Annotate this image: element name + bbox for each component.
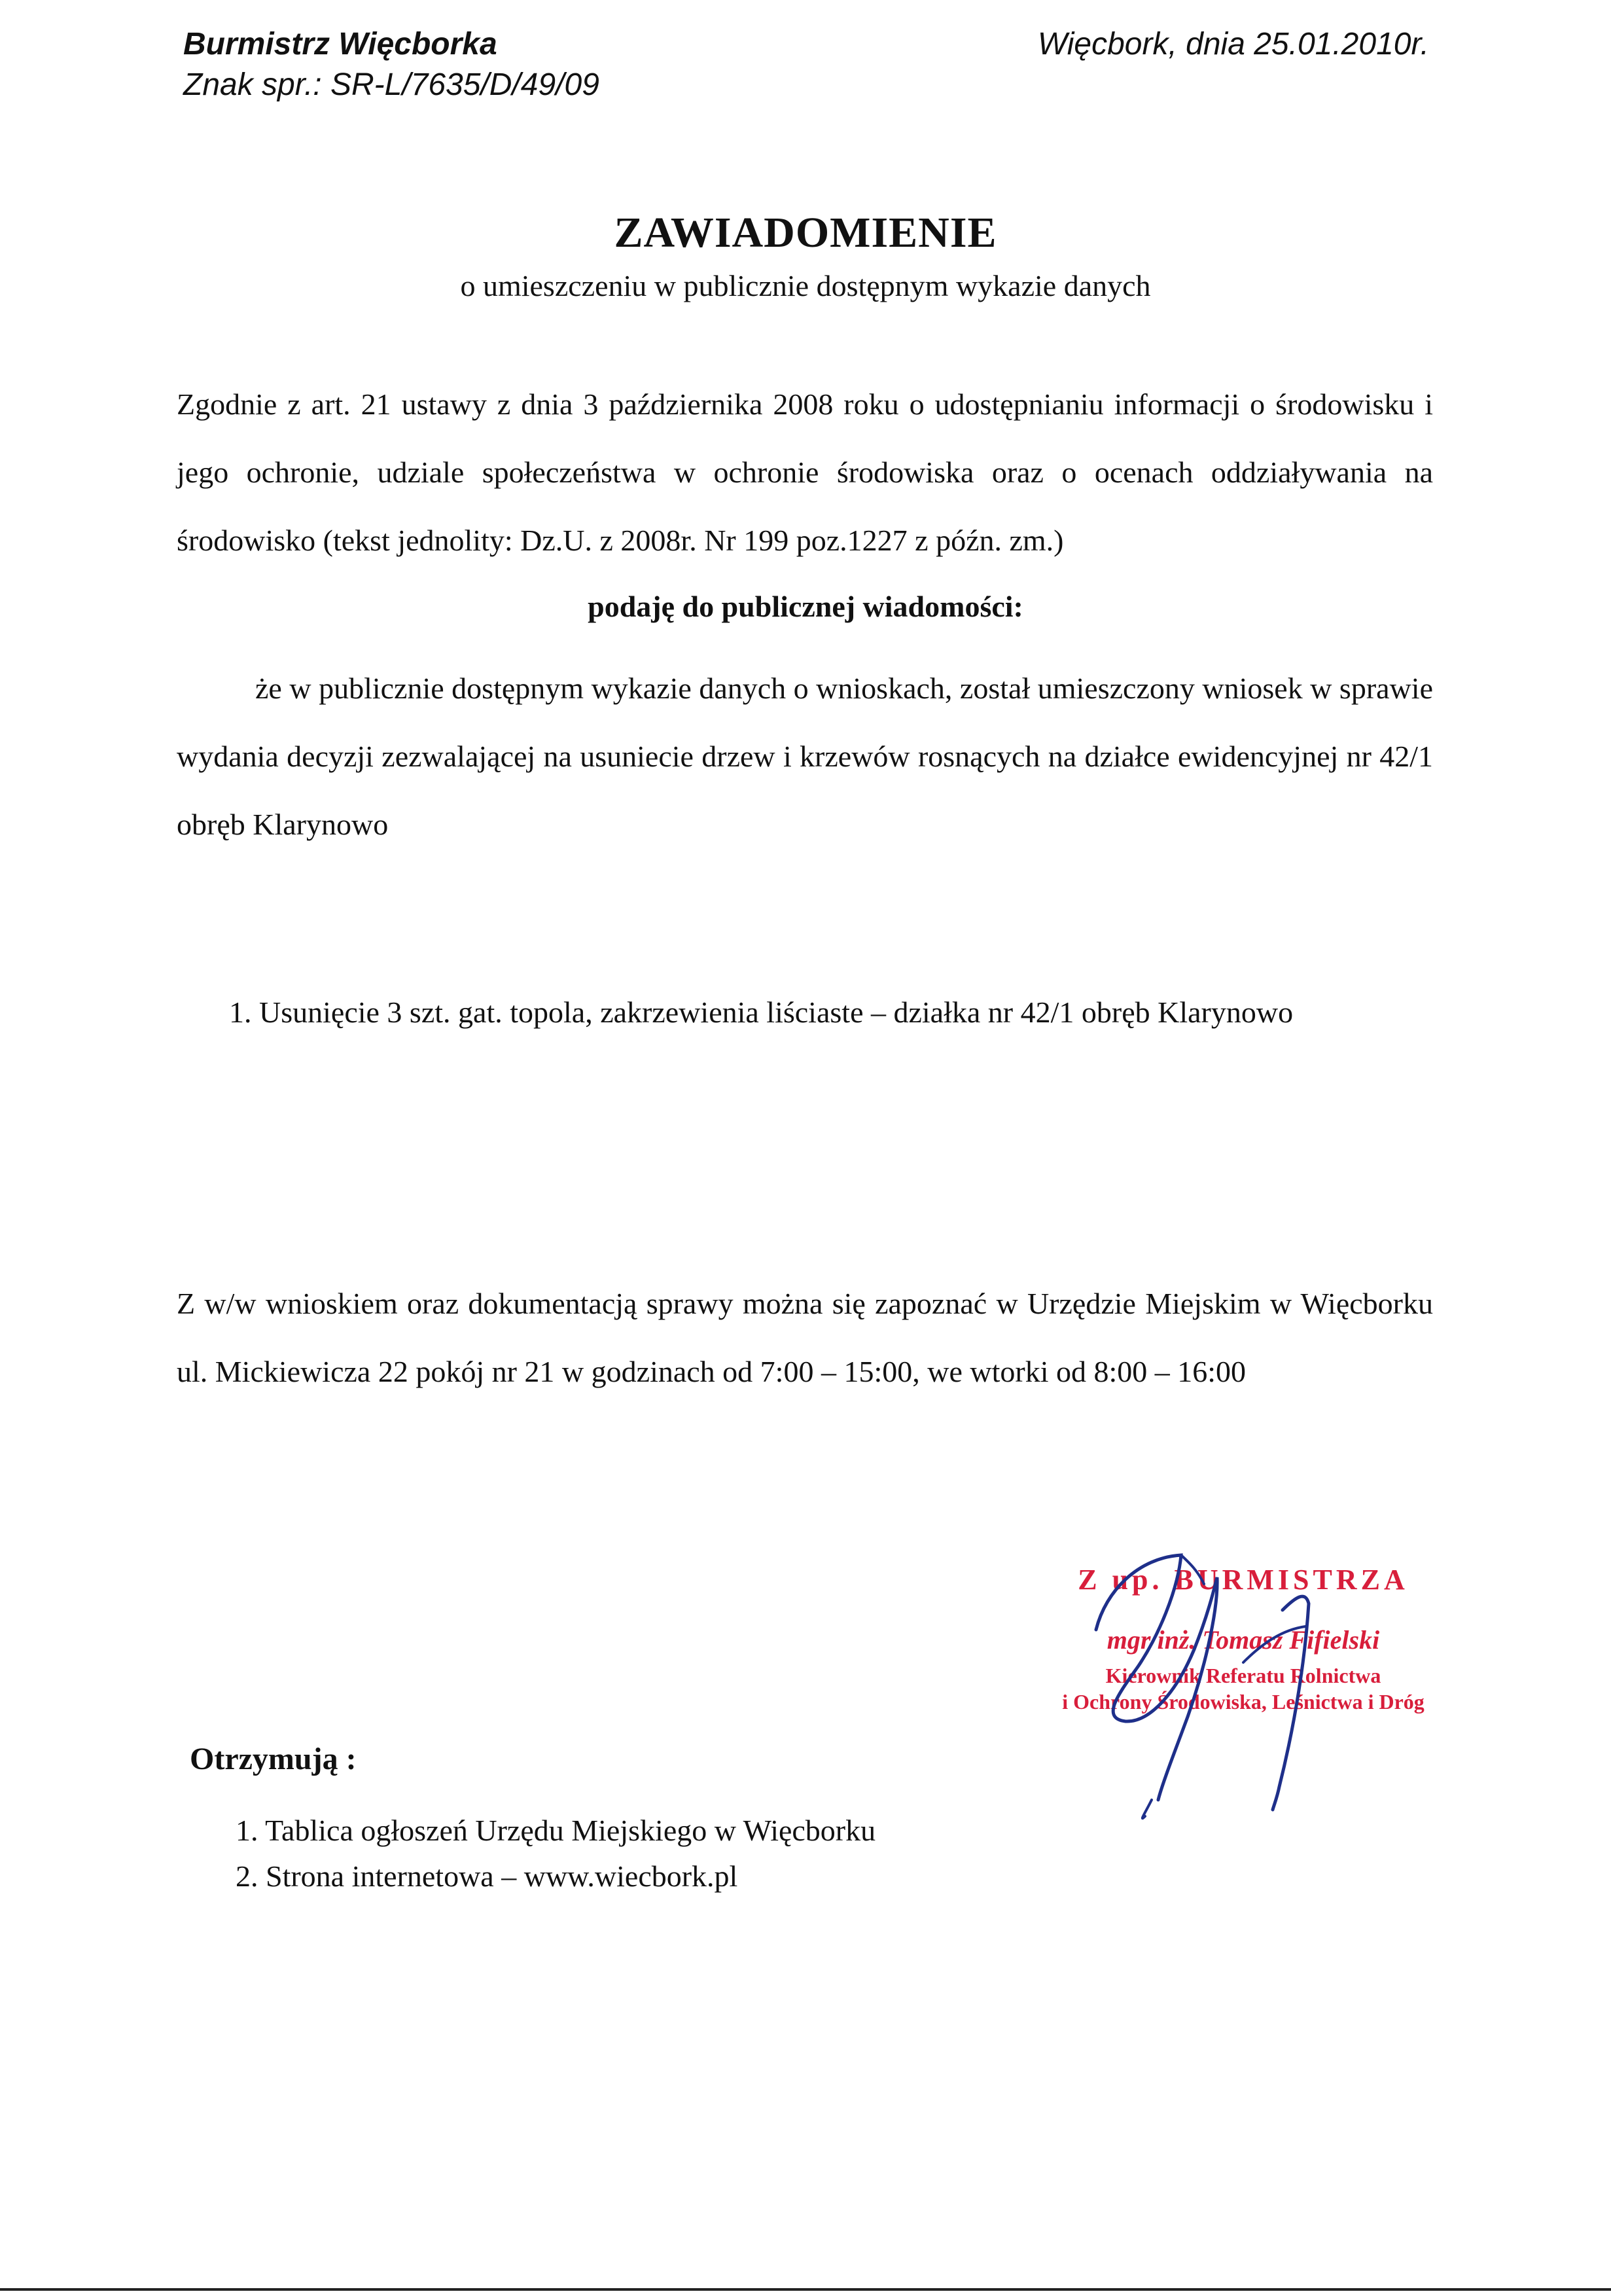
announcement-line: podaję do publicznej wiadomości: [588,590,1023,623]
recipients-heading: Otrzymują : [190,1742,357,1776]
list-item: 1. Usunięcie 3 szt. gat. topola, zakrzewienia liściaste – działka nr 42/1 obręb Klarynowo [229,996,1294,1029]
legal-basis-paragraph: Zgodnie z art. 21 ustawy z dnia 3 października 2008 roku o udostępnianiu informacji o środowisku i jego ochronie, udziale społeczeństwa w ochronie środowiska oraz o ocenach oddziaływania na środowisko (tekst jednolity: Dz.U. z 2008r. Nr 199 poz.1227 z późn. zm.) [177,387,1433,557]
official-stamp [1047,1551,1453,1787]
issuer-name: Burmistrz Więcborka [183,27,497,62]
stamp-role-line-1: Kierownik Referatu Rolnictwa [1105,1664,1381,1687]
page-bottom-edge [0,2288,1611,2291]
reference-number: Znak spr.: SR-L/7635/D/49/09 [183,67,599,102]
stamp-heading: Z up. BURMISTRZA [1078,1564,1409,1596]
recipient-item: 1. Tablica ogłoszeń Urzędu Miejskiego w Więcborku [236,1814,876,1847]
notice-paragraph: że w publicznie dostępnym wykazie danych o wnioskach, został umieszczony wniosek w sprawie wydania decyzji zezwalającej na usuniecie drzew i krzewów rosnących na działce ewidencyjnej nr 42/1 obręb Klarynowo [177,672,1433,841]
stamp-official-name: mgr inż. Tomasz Fifielski [1106,1625,1380,1655]
stamp-role-line-2: i Ochrony Środowiska, Leśnictwa i Dróg [1062,1690,1425,1713]
document-subtitle: o umieszczeniu w publicznie dostępnym wykazie danych [460,269,1151,302]
recipient-item: 2. Strona internetowa – www.wiecbork.pl [236,1859,738,1893]
contact-paragraph: Z w/w wnioskiem oraz dokumentacją sprawy można się zapoznać w Urzędzie Miejskim w Więcborku ul. Mickiewicza 22 pokój nr 21 w godzinach od 7:00 – 15:00, we wtorki od 8:00 – 16:00 [177,1287,1433,1388]
document-title: ZAWIADOMIENIE [614,209,997,257]
handwritten-signature [1047,1551,1453,1826]
document-date: Więcbork, dnia 25.01.2010r. [1037,27,1429,62]
